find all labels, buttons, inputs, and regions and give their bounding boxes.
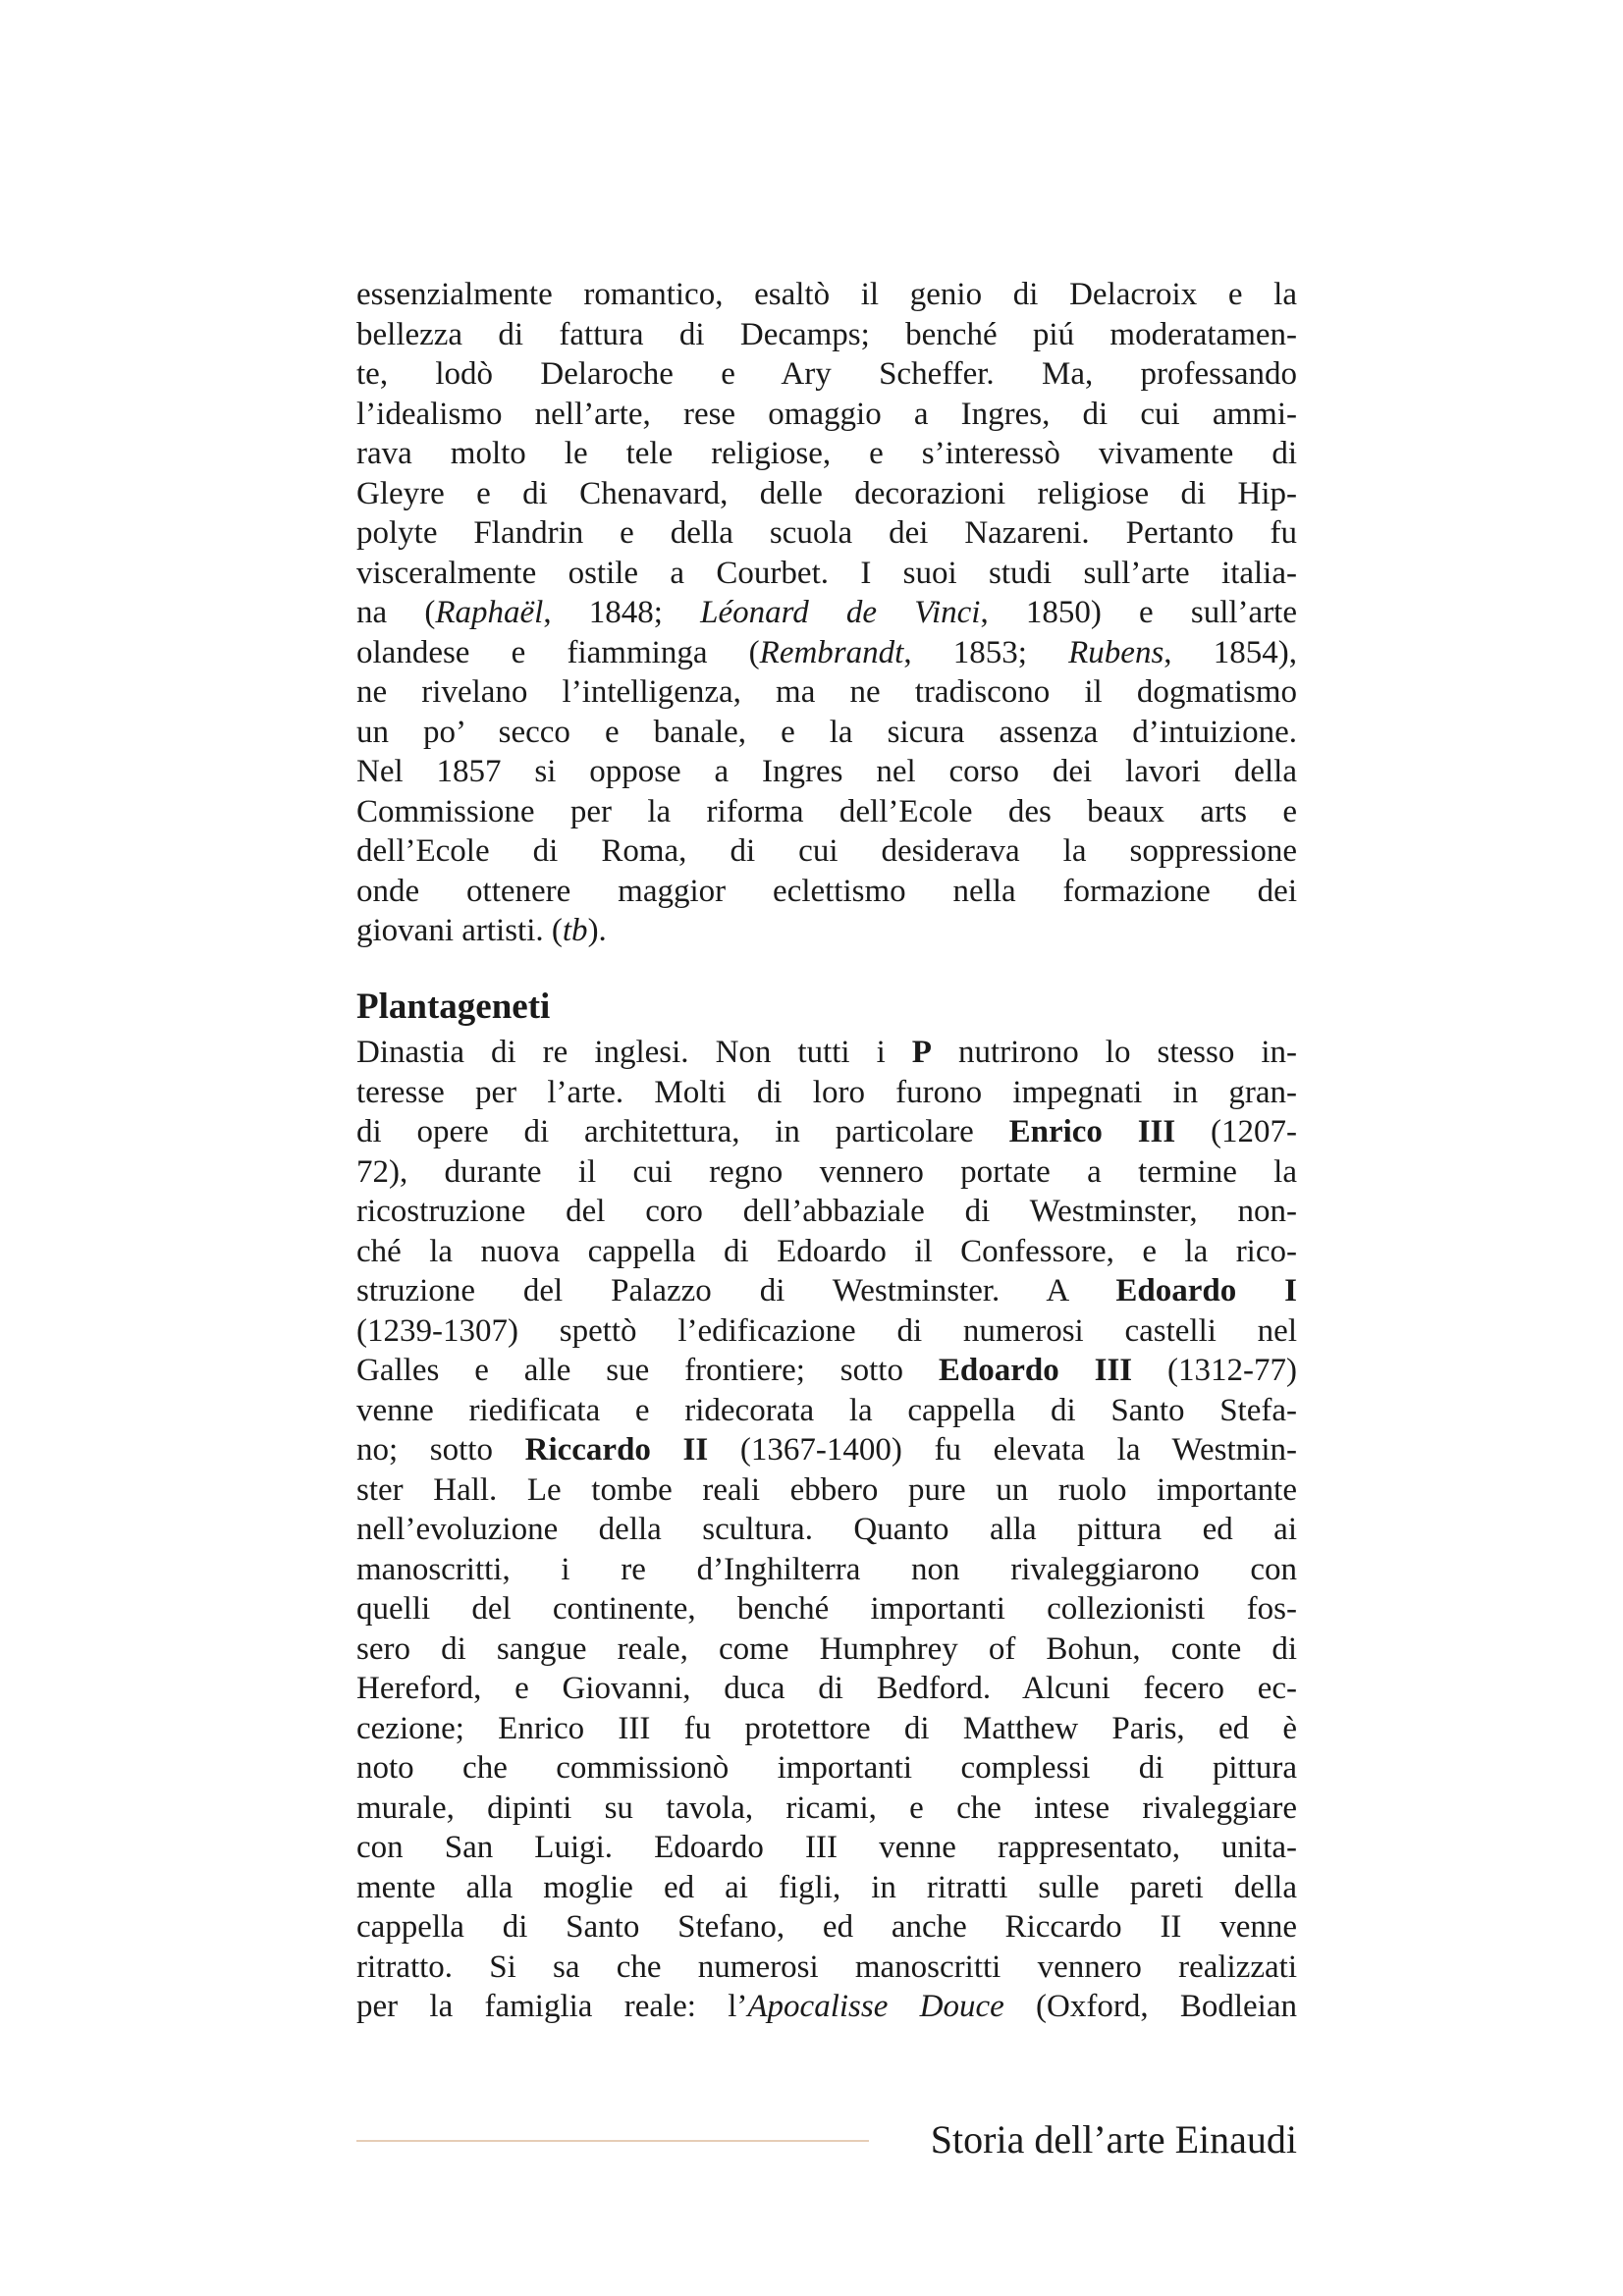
text-line: Gleyre e di Chenavard, delle decorazioni religiose di Hip- xyxy=(356,475,1297,511)
text-line: cezione; Enrico III fu protettore di Matthew Paris, ed è xyxy=(356,1710,1297,1746)
text-line: cappella di Santo Stefano, ed anche Riccardo II venne xyxy=(356,1909,1297,1945)
text-line: bellezza di fattura di Decamps; benché piú moderatamen- xyxy=(356,316,1297,352)
text-line: Dinastia di re inglesi. Non tutti i P nutrirono lo stesso in- xyxy=(356,1035,1298,1070)
bold-name: Enrico III xyxy=(1008,1114,1176,1149)
text-line: te, lodò Delaroche e Ary Scheffer. Ma, professando xyxy=(356,356,1297,392)
text-line: mente alla moglie ed ai figli, in ritratti sulle pareti della xyxy=(356,1869,1297,1905)
text-line: giovani artisti. (tb). xyxy=(356,913,607,948)
text-line: rava molto le tele religiose, e s’interessò vivamente di xyxy=(356,436,1297,471)
entry-paragraph-plantageneti xyxy=(356,1033,1297,2027)
text-line: Nel 1857 si oppose a Ingres nel corso dei lavori della xyxy=(356,754,1297,789)
italic-title: Raphaël xyxy=(435,595,544,630)
text-line: (1239-1307) spettò l’edificazione di numerosi castelli nel xyxy=(356,1312,1297,1349)
text-line: venne riedificata e ridecorata la cappella di Santo Stefa- xyxy=(356,1392,1297,1428)
text-line: con San Luigi. Edoardo III venne rappresentato, unita- xyxy=(356,1830,1297,1865)
italic-title: Léonard de Vinci xyxy=(700,595,981,630)
text-line: Commissione per la riforma dell’Ecole des beaux arts e xyxy=(356,793,1297,829)
text-line: 72), durante il cui regno vennero portate a termine la xyxy=(356,1153,1297,1190)
text-line: Hereford, e Giovanni, duca di Bedford. Alcuni fecero ec- xyxy=(356,1671,1297,1706)
bold-name: P xyxy=(911,1035,932,1070)
text-line: Galles e alle sue frontiere; sotto Edoardo III (1312-77) xyxy=(356,1353,1297,1388)
text-line: quelli del continente, benché importanti collezionisti fos- xyxy=(356,1591,1297,1627)
text-line: polyte Flandrin e della scuola dei Nazareni. Pertanto fu xyxy=(356,515,1297,551)
text-line: no; sotto Riccardo II (1367-1400) fu elevata la Westmin- xyxy=(356,1432,1298,1468)
text-line: manoscritti, i re d’Inghilterra non rivaleggiarono con xyxy=(356,1551,1297,1587)
text-line: di opere di architettura, in particolare Enrico III (1207- xyxy=(356,1114,1297,1149)
italic-title: Rubens xyxy=(1068,634,1164,670)
text-line: noto che commissionò importanti complessi di pittura xyxy=(356,1750,1297,1786)
text-line: un po’ secco e banale, e la sicura assenza d’intuizione. xyxy=(356,714,1297,750)
text-line: ster Hall. Le tombe reali ebbero pure un ruolo importante xyxy=(356,1471,1297,1508)
text-line: per la famiglia reale: l’Apocalisse Douce (Oxford, Bodleian xyxy=(356,1989,1297,2024)
text-line: teresse per l’arte. Molti di loro furono impegnati in gran- xyxy=(356,1074,1297,1110)
text-line: essenzialmente romantico, esaltò il genio di Delacroix e la xyxy=(356,277,1297,312)
text-line: ritratto. Si sa che numerosi manoscritti vennero realizzati xyxy=(356,1949,1297,1985)
text-line: struzione del Palazzo di Westminster. A Edoardo I xyxy=(356,1273,1297,1308)
text-line: visceralmente ostile a Courbet. I suoi studi sull’arte italia- xyxy=(356,555,1297,591)
text-line: ne rivelano l’intelligenza, ma ne tradiscono il dogmatismo xyxy=(356,674,1297,710)
text-line: na (Raphaël, 1848; Léonard de Vinci, 1850) e sull’arte xyxy=(356,595,1297,630)
text-line: onde ottenere maggior eclettismo nella formazione dei xyxy=(356,873,1297,909)
text-line: nell’evoluzione della scultura. Quanto alla pittura ed ai xyxy=(356,1512,1297,1547)
text-line: ché la nuova cappella di Edoardo il Confessore, e la rico- xyxy=(356,1233,1297,1269)
bold-name: Edoardo I xyxy=(1115,1273,1297,1308)
italic-title: Apocalisse Douce xyxy=(747,1989,1004,2024)
text-line: ricostruzione del coro dell’abbaziale di Westminster, non- xyxy=(356,1194,1297,1229)
entry-paragraph-continued xyxy=(356,275,1297,951)
footer-title: Storia dell’arte Einaudi xyxy=(930,2117,1297,2162)
italic-title: tb xyxy=(562,913,588,948)
bold-name: Edoardo III xyxy=(938,1353,1133,1388)
text-line: dell’Ecole di Roma, di cui desiderava la soppressione xyxy=(356,833,1297,869)
text-line: murale, dipinti su tavola, ricami, e che intese rivaleggiare xyxy=(356,1789,1297,1826)
bold-name: Riccardo II xyxy=(524,1432,709,1468)
text-line: sero di sangue reale, come Humphrey of Bohun, conte di xyxy=(356,1630,1297,1667)
italic-title: Rembrandt xyxy=(759,634,904,670)
text-line: olandese e fiamminga (Rembrandt, 1853; Rubens, 1854), xyxy=(356,634,1297,670)
footer-rule xyxy=(356,2140,869,2142)
text-line: l’idealismo nell’arte, rese omaggio a Ingres, di cui ammi- xyxy=(356,396,1297,432)
entry-heading: Plantageneti xyxy=(356,987,551,1027)
